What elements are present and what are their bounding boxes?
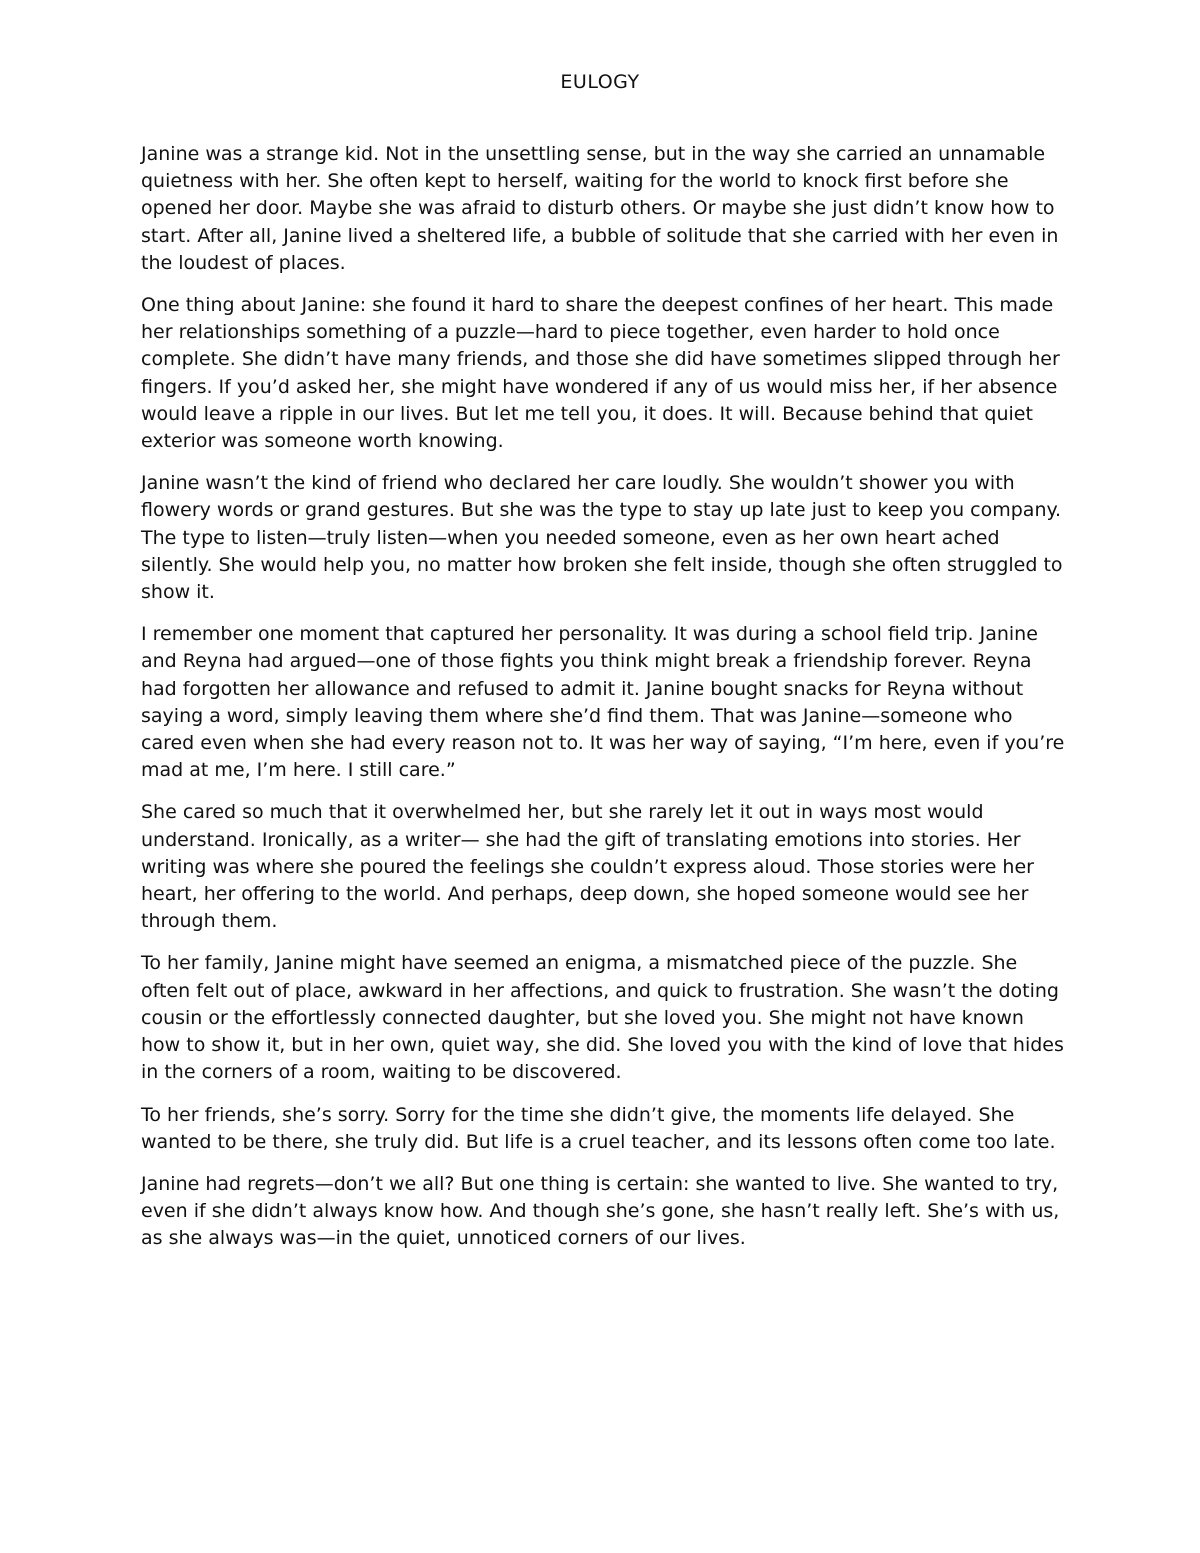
document-body — [141, 141, 1066, 1268]
paragraph: To her friends, she’s sorry. Sorry for the time she didn’t give, the moments life delayed. She wanted to be there, she truly did. But life is a cruel teacher, and its lessons often come too late. — [141, 1103, 1056, 1153]
paragraph: I remember one moment that captured her personality. It was during a school field trip. Janine and Reyna had argued—one of those fights you think might break a friendship forever. Reyna had forgotten her allowance and refused to admit it. Janine bought snacks for Reyna without saying a word, simply leaving them where she’d find them. That was Janine—someone who cared even when she had every reason not to. It was her way of saying, “I’m here, even if you’re mad at me, I’m here. I still care.” — [141, 623, 1065, 782]
paragraph: Janine wasn’t the kind of friend who declared her care loudly. She wouldn’t shower you with flowery words or grand gestures. But she was the type to stay up late just to keep you company. The type to listen—truly listen—when you needed someone, even as her own heart ached silently. She would help you, no matter how broken she felt inside, though she often struggled to show it. — [141, 472, 1063, 604]
paragraph: One thing about Janine: she found it hard to share the deepest confines of her heart. This made her relationships something of a puzzle—hard to piece together, even harder to hold once complete. She didn’t have many friends, and those she did have sometimes slipped through her fingers. If you’d asked her, she might have wondered if any of us would miss her, if her absence would leave a ripple in our lives. But let me tell you, it does. It will. Because behind that quiet exterior was someone worth knowing. — [141, 294, 1060, 453]
paragraph: To her family, Janine might have seemed an enigma, a mismatched piece of the puzzle. She often felt out of place, awkward in her affections, and quick to frustration. She wasn’t the doting cousin or the effortlessly connected daughter, but she loved you. She might not have known how to show it, but in her own, quiet way, she did. She loved you with the kind of love that hides in the corners of a room, waiting to be discovered. — [141, 952, 1064, 1084]
paragraph: Janine was a strange kid. Not in the unsettling sense, but in the way she carried an unnamable quietness with her. She often kept to herself, waiting for the world to knock first before she opened her door. Maybe she was afraid to disturb others. Or maybe she just didn’t know how to start. After all, Janine lived a sheltered life, a bubble of solitude that she carried with her even in the loudest of places. — [141, 143, 1059, 274]
paragraph: Janine had regrets—don’t we all? But one thing is certain: she wanted to live. She wanted to try, even if she didn’t always know how. And though she’s gone, she hasn’t really left. She’s with us, as she always was—in the quiet, unnoticed corners of our lives. — [141, 1172, 1060, 1250]
paragraph: She cared so much that it overwhelmed her, but she rarely let it out in ways most would understand. Ironically, as a writer— she had the gift of translating emotions into stories. Her writing was where she poured the feelings she couldn’t express aloud. Those stories were her heart, her offering to the world. And perhaps, deep down, she hoped someone would see her through them. — [141, 801, 1034, 933]
document-title: EULOGY — [560, 71, 640, 93]
